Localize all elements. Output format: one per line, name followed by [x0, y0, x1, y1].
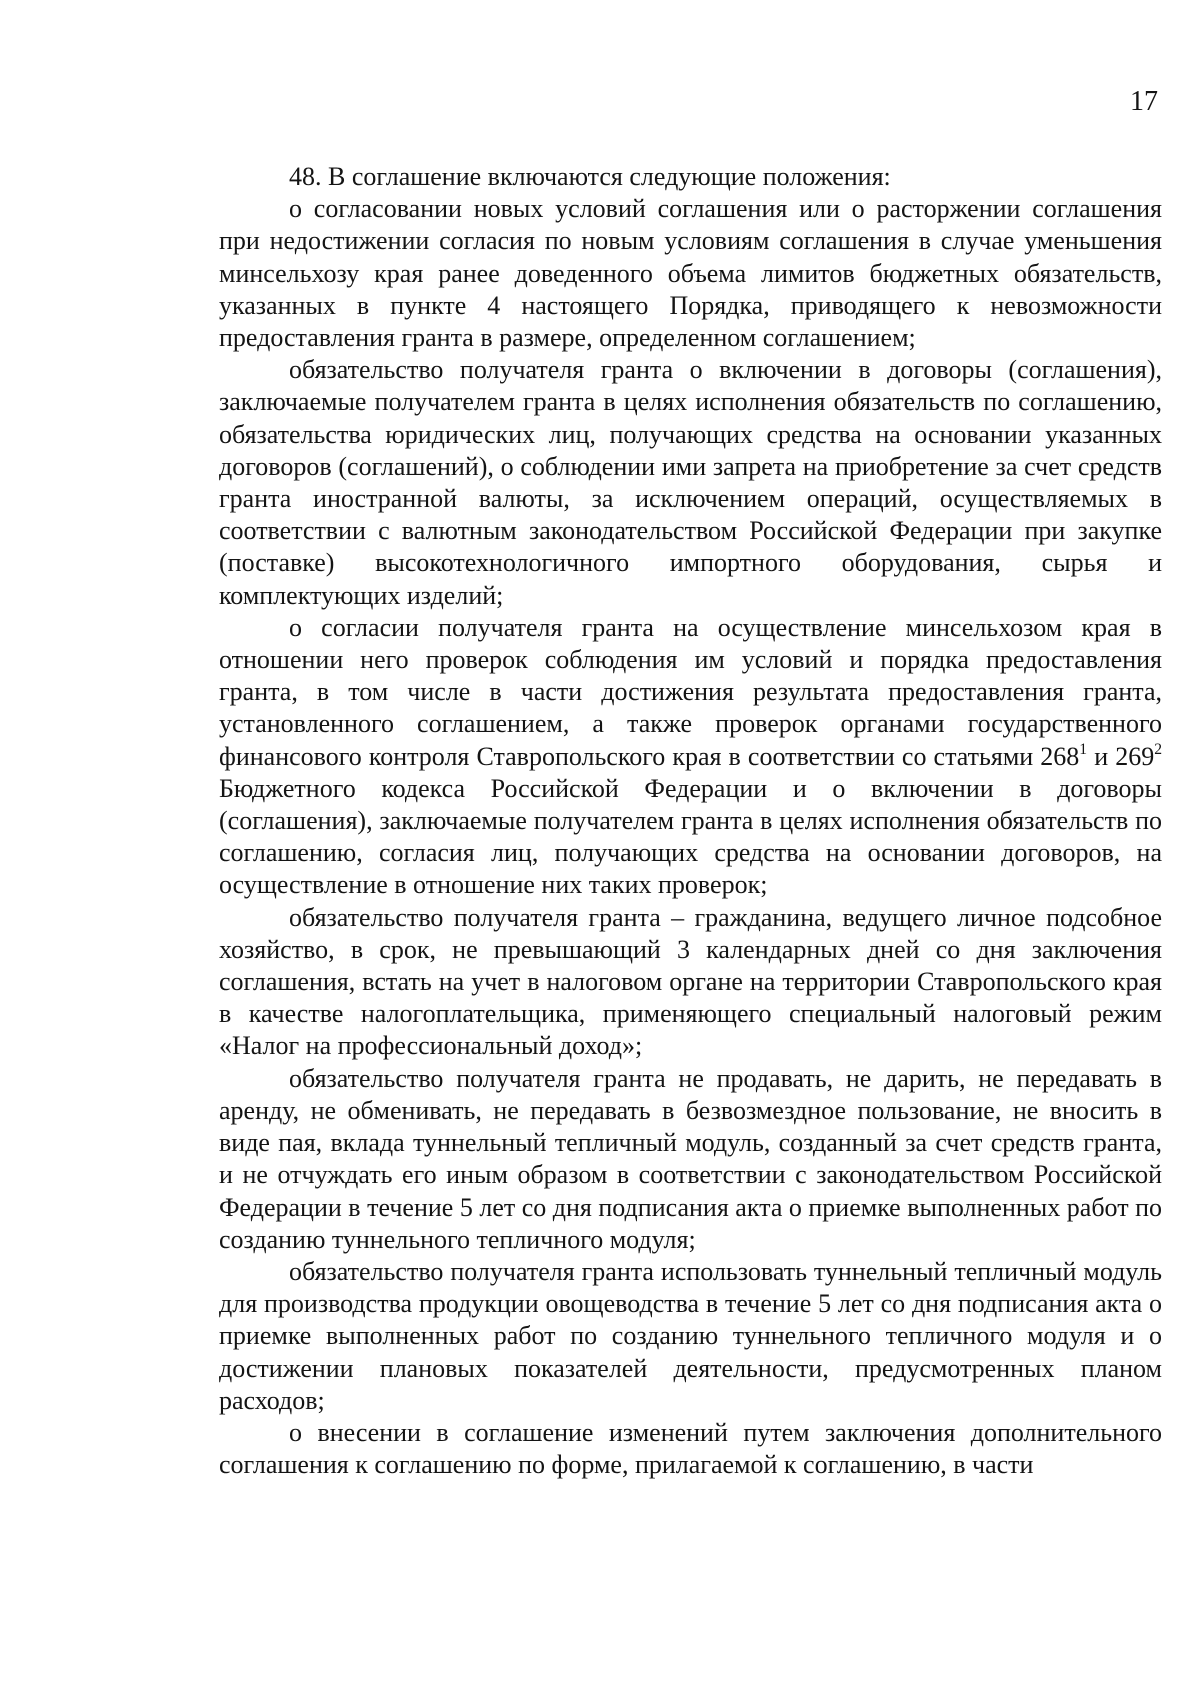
paragraph-renegotiation: о согласовании новых условий соглашения или о расторжении соглашения при недостижении согласия по новым условиям соглашения в случае уменьшения минсельхозу края ранее доведенного объема лимитов бюджетных обязательств, указанных в пункте 4 настоящего Порядка, приводящего к невозможности предоставления гранта в размере, определенном соглашением;	[219, 194, 1162, 353]
document-body	[219, 161, 1162, 1481]
paragraph-amendments: о внесении в соглашение изменений путем заключения дополнительного соглашения к соглашению по форме, прилагаемой к соглашению, в части	[219, 1417, 1162, 1480]
page-number: 17	[1130, 86, 1158, 117]
paragraph-tax-registration: обязательство получателя гранта – гражданина, ведущего личное подсобное хозяйство, в срок, не превышающий 3 календарных дней со дня заключения соглашения, встать на учет в налоговом органе на территории Ставропольского края в качестве налогоплательщика, применяющего специальный налоговый режим «Налог на профессиональный доход»;	[219, 902, 1162, 1061]
audit-text-part3: Бюджетного кодекса Российской Федерации и о включении в договоры (соглашения), заключаемые получателем гранта в целях исполнения обязательств по соглашению, согласия лиц, получающих средства на основании договоров, на осуществление в отношение них таких проверок;	[219, 773, 1162, 900]
article-superscript-2: 2	[1154, 741, 1162, 759]
paragraph-no-alienation: обязательство получателя гранта не продавать, не дарить, не передавать в аренду, не обменивать, не передавать в безвозмездное пользование, не вносить в виде пая, вклада туннельный тепличный модуль, созданный за счет средств гранта, и не отчуждать его иным образом в соответствии с законодательством Российской Федерации в течение 5 лет со дня подписания акта о приемке выполненных работ по созданию туннельного тепличного модуля;	[219, 1063, 1162, 1254]
paragraph-greenhouse-use: обязательство получателя гранта использовать туннельный тепличный модуль для производства продукции овощеводства в течение 5 лет со дня подписания акта о приемке выполненных работ по созданию туннельного тепличного модуля и о достижении плановых показателей деятельности, предусмотренных планом расходов;	[219, 1256, 1162, 1415]
section-heading: 48. В соглашение включаются следующие положения:	[289, 162, 891, 191]
paragraph-currency-ban: обязательство получателя гранта о включении в договоры (соглашения), заключаемые получателем гранта в целях исполнения обязательств по соглашению, обязательства юридических лиц, получающих средства на основании указанных договоров (соглашений), о соблюдении ими запрета на приобретение за счет средств гранта иностранной валюты, за исключением операций, осуществляемых в соответствии с валютным законодательством Российской Федерации при закупке (поставке) высокотехнологичного импортного оборудования, сырья и комплектующих изделий;	[219, 355, 1162, 610]
paragraph-audit-consent	[219, 612, 1162, 902]
audit-text-part2: и 269	[1087, 741, 1155, 771]
article-superscript-1: 1	[1079, 741, 1088, 759]
audit-text-part1: о согласии получателя гранта на осуществление минсельхозом края в отношении него проверок соблюдения им условий и порядка предоставления гранта, в том числе в части достижения результата предоставления гранта, установленного соглашением, а также проверок органами государственного финансового контроля Ставропольского края в соответствии со статьями 268	[219, 612, 1162, 771]
